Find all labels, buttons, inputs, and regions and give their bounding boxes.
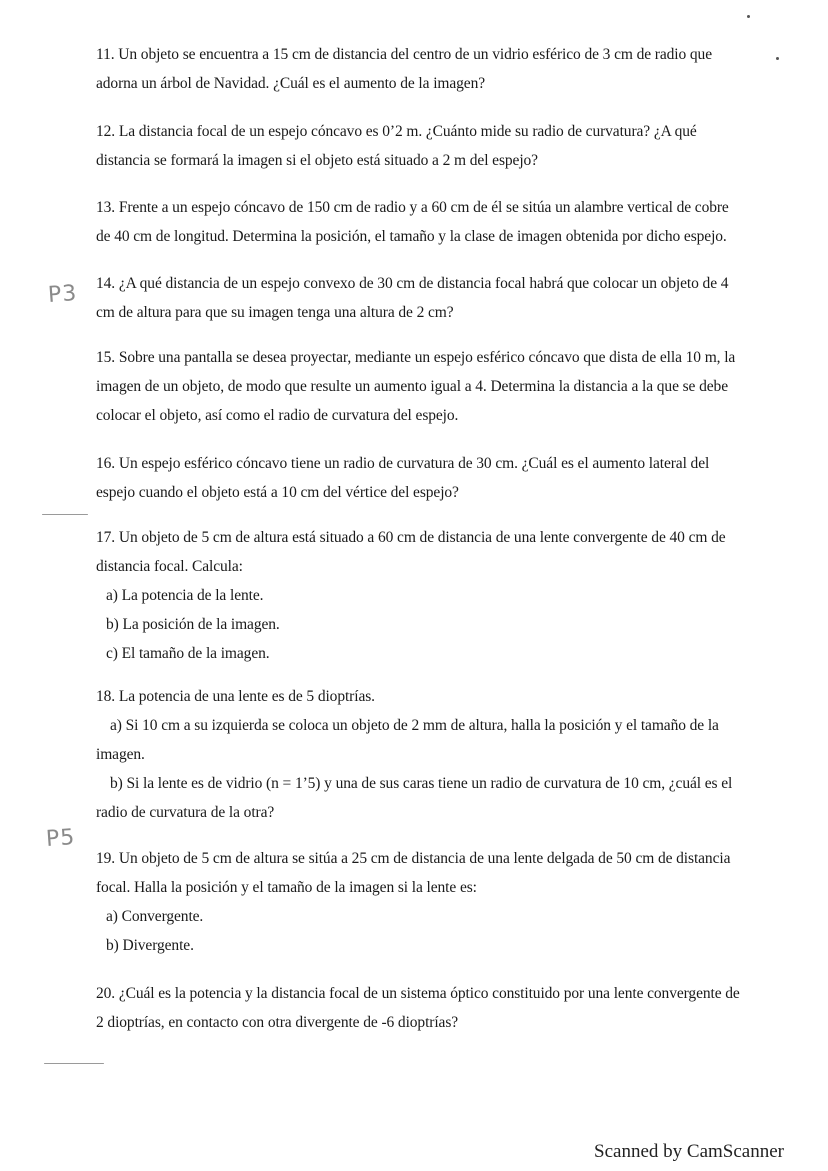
problem-18 xyxy=(96,682,756,827)
margin-note-p5: P5 xyxy=(45,825,77,852)
sub-item: a) La potencia de la lente. xyxy=(106,587,264,604)
margin-note-p3: P3 xyxy=(47,281,79,308)
scan-speck xyxy=(747,15,750,18)
margin-underline xyxy=(42,514,88,515)
sub-item: b) Divergente. xyxy=(106,937,194,954)
problem-11 xyxy=(96,40,756,98)
problem-text-line: 17. Un objeto de 5 cm de altura está situado a 60 cm de distancia de una lente convergente de 40 cm de xyxy=(96,529,726,546)
problem-13 xyxy=(96,193,756,251)
problem-text-line: 2 dioptrías, en contacto con otra divergente de -6 dioptrías? xyxy=(96,1014,459,1031)
sub-item: a) Convergente. xyxy=(106,908,204,925)
problem-17 xyxy=(96,523,756,668)
problem-text-line: espejo cuando el objeto está a 10 cm del vértice del espejo? xyxy=(96,484,459,501)
margin-underline xyxy=(44,1063,104,1064)
problem-16 xyxy=(96,449,756,507)
problem-text-line: 11. Un objeto se encuentra a 15 cm de distancia del centro de un vidrio esférico de 3 cm de radio que xyxy=(96,46,712,63)
problem-text-line: 19. Un objeto de 5 cm de altura se sitúa a 25 cm de distancia de una lente delgada de 50 cm de distancia xyxy=(96,850,731,867)
scan-speck xyxy=(776,57,779,60)
problem-text-line: distancia se formará la imagen si el objeto está situado a 2 m del espejo? xyxy=(96,152,538,169)
problem-text-line: 16. Un espejo esférico cóncavo tiene un radio de curvatura de 30 cm. ¿Cuál es el aumento lateral del xyxy=(96,455,710,472)
problem-text-line: imagen. xyxy=(96,746,145,763)
problem-text-line: cm de altura para que su imagen tenga una altura de 2 cm? xyxy=(96,304,454,321)
problem-text-line: 13. Frente a un espejo cóncavo de 150 cm de radio y a 60 cm de él se sitúa un alambre vertical de cobre xyxy=(96,199,729,216)
problem-text-line: 12. La distancia focal de un espejo cóncavo es 0’2 m. ¿Cuánto mide su radio de curvatura? ¿A qué xyxy=(96,123,697,140)
problem-15 xyxy=(96,343,756,430)
sub-item: a) Si 10 cm a su izquierda se coloca un objeto de 2 mm de altura, halla la posición y el tamaño de la xyxy=(110,717,719,734)
problem-text-line: imagen de un objeto, de modo que resulte un aumento igual a 4. Determina la distancia a la que se debe xyxy=(96,378,728,395)
sub-item: b) La posición de la imagen. xyxy=(106,616,280,633)
problem-20 xyxy=(96,979,756,1037)
problem-text-line: 15. Sobre una pantalla se desea proyectar, mediante un espejo esférico cóncavo que dista de ella 10 m, la xyxy=(96,349,736,366)
problem-14 xyxy=(96,269,756,327)
sub-item: b) Si la lente es de vidrio (n = 1’5) y una de sus caras tiene un radio de curvatura de 10 cm, ¿cuál es el xyxy=(110,775,733,792)
problem-text-line: colocar el objeto, así como el radio de curvatura del espejo. xyxy=(96,407,459,424)
camscanner-watermark: Scanned by CamScanner xyxy=(594,1141,784,1162)
problem-text-line: 20. ¿Cuál es la potencia y la distancia focal de un sistema óptico constituido por una lente convergente de xyxy=(96,985,740,1002)
problem-text-line: distancia focal. Calcula: xyxy=(96,558,243,575)
sub-item: c) El tamaño de la imagen. xyxy=(106,645,270,662)
problem-text-line: focal. Halla la posición y el tamaño de la imagen si la lente es: xyxy=(96,879,477,896)
problem-text-line: adorna un árbol de Navidad. ¿Cuál es el aumento de la imagen? xyxy=(96,75,485,92)
problem-19 xyxy=(96,844,756,960)
problem-text-line: 18. La potencia de una lente es de 5 dioptrías. xyxy=(96,688,375,705)
problem-text-line: radio de curvatura de la otra? xyxy=(96,804,275,821)
problem-text-line: de 40 cm de longitud. Determina la posición, el tamaño y la clase de imagen obtenida por dicho espejo. xyxy=(96,228,727,245)
problem-text-line: 14. ¿A qué distancia de un espejo convexo de 30 cm de distancia focal habrá que colocar un objeto de 4 xyxy=(96,275,729,292)
problem-12 xyxy=(96,117,756,175)
